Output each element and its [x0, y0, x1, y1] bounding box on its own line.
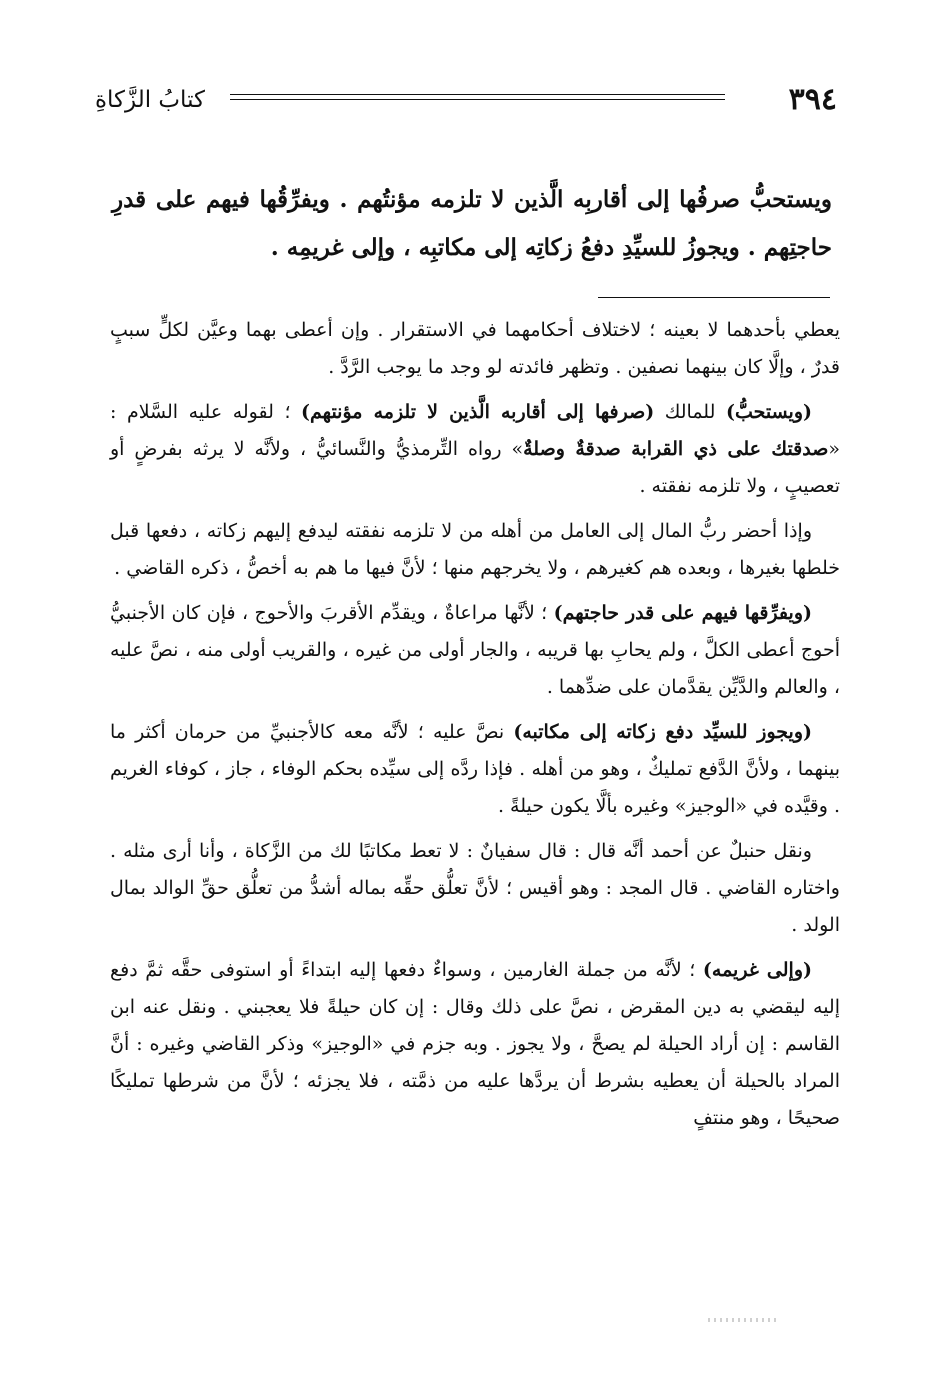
quoted-matn-phrase: (وإلى غريمه) — [702, 959, 812, 981]
header-double-rule — [230, 94, 725, 103]
commentary-paragraph-1: يعطي بأحدهما لا بعينه ؛ لاختلاف أحكامهما في الاستقرار . وإن أعطى بهما وعيَّن لكلٍّ سببٍ قدرٌ ، وإلَّا كان بينهما نصفين . وتظهر فائدته لو وجد ما يوجب الرَّدَّ . — [110, 319, 840, 378]
commentary-paragraph-3: وإذا أحضر ربُّ المال إلى العامل من أهله من لا تلزمه نفقته ليدفع إليهم زكاته ، دفعها قبل خلطها بغيرها ، وبعده هم كغيرهم ، ولا يخرجهم منها ؛ لأنَّ فيها ما هم به أخصُّ ، ذكره القاضي . — [110, 520, 840, 579]
commentary-text: ؛ لأنَّه من جملة الغارمين ، وسواءٌ دفعها إليه ابتداءً أو استوفى حقَّه ثمَّ دفع إليه ليقضي به دين المقرض ، نصَّ على ذلك وقال : إن كان حيلةً فلا يعجبني . ونقل عنه ابن القاسم : إن أراد الحيلة لم يصحَّ ، ولا يجوز . وبه جزم في «الوجيز» وذكر القاضي وغيره : أنَّ المراد بالحيلة أن يعطيه بشرط أن يردَّها عليه من ذمَّته ، فلا يجزئه ؛ لأنَّ من شرطها تمليكًا صحيحًا ، وهو منتفٍ — [110, 959, 840, 1129]
commentary-paragraph-5 — [110, 714, 840, 825]
hadith-quote: صدقتك على ذي القرابة صدقةٌ وصلةٌ — [523, 438, 829, 460]
commentary-text: ؛ لقوله عليه السَّلام : « — [110, 401, 840, 460]
commentary-text: ؛ لأنَّها مراعاةٌ ، ويقدِّم الأقربَ والأحوج ، فإن كان الأجنبيُّ أحوج أعطى الكلَّ ، ولم يحابِ بها قريبه ، والجار أولى من غيره ، والقريب أولى منه ، نصَّ عليه ، والعالم والدَّيِّن يقدَّمان على ضدِّهما . — [110, 602, 840, 698]
main-text-matn: ويستحبُّ صرفُها إلى أقاربِه الَّذين لا تلزمه مؤنتُهم . ويفرِّقُها فيهم على قدرِ حاجتِهم . ويجوزُ للسيِّدِ دفعُ زكاتِه إلى مكاتبِه ، وإلى غريمِه . — [112, 186, 832, 261]
commentary-text: للمالك — [654, 401, 726, 423]
running-title: كتابُ الزَّكاةِ — [95, 87, 205, 113]
commentary-paragraph-6: ونقل حنبلٌ عن أحمد أنَّه قال : قال سفيانٌ : لا تعط مكاتبًا لك من الزَّكاة ، وأنا أرى مثله . واختاره القاضي . قال المجد : وهو أقيس ؛ لأنَّ تعلُّق حقِّه بماله أشدُّ من تعلُّق حقِّ الوالد بمال الولد . — [110, 840, 840, 936]
commentary-paragraph-7 — [110, 952, 840, 1137]
commentary-paragraph-2 — [110, 394, 840, 505]
quoted-matn-phrase: (صرفها إلى أقاربه الَّذين لا تلزمه مؤنتهم) — [301, 401, 655, 423]
page-header — [95, 80, 837, 120]
page-number: ٣٩٤ — [788, 82, 837, 117]
commentary-text: » رواه التِّرمذيُّ والنَّسائيُّ ، ولأنَّه لا يرثه بفرضٍ أو تعصيبٍ ، ولا تلزمه نفقته . — [110, 438, 840, 497]
quoted-matn-phrase: (ويجوز للسيِّد دفع زكاته إلى مكاتبه) — [513, 721, 813, 743]
quoted-matn-phrase: (ويفرِّقها فيهم على قدر حاجتهم) — [553, 602, 812, 624]
scan-artifact — [708, 1318, 776, 1322]
commentary-text: نصَّ عليه ؛ لأنَّه معه كالأجنبيِّ من حرمان أكثر ما بينهما ، ولأنَّ الدَّفع تمليكٌ ، وهو من أهله . فإذا ردَّه إلى سيِّده بحكم الوفاء ، جاز ، كوفاء الغريم . وقيَّده في «الوجيز» وغيره بألَّا يكون حيلةً . — [110, 721, 840, 817]
commentary-sharh — [110, 312, 840, 1145]
commentary-paragraph-4 — [110, 595, 840, 706]
separator-rule — [598, 297, 830, 298]
quoted-matn-phrase: (ويستحبُّ) — [725, 401, 813, 423]
